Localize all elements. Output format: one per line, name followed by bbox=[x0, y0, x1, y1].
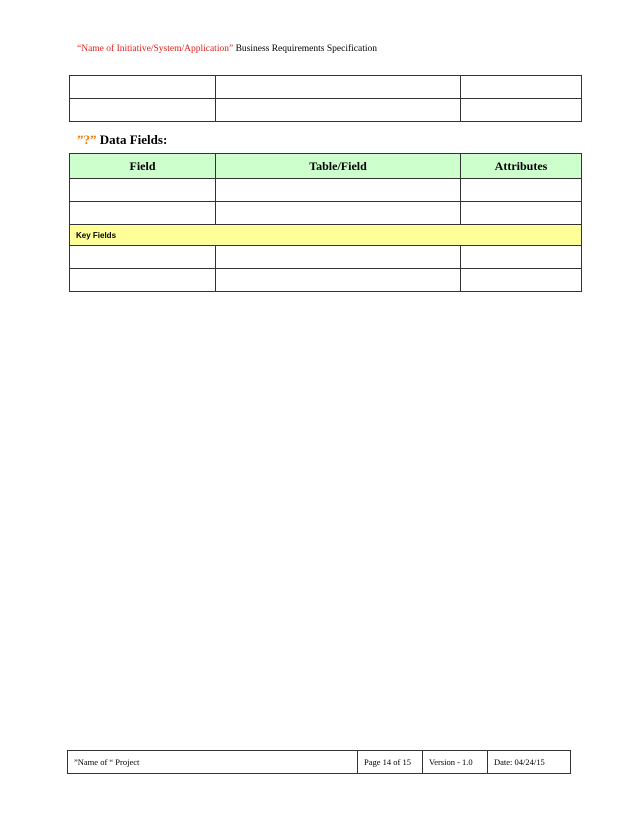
table-cell bbox=[70, 269, 216, 292]
footer-row bbox=[68, 751, 571, 774]
footer-project: ”Name of “ Project bbox=[68, 751, 358, 774]
header-doc-title: Business Requirements Specification bbox=[233, 44, 377, 54]
key-fields-label: Key Fields bbox=[70, 225, 582, 246]
table-cell bbox=[461, 99, 582, 122]
table-row bbox=[70, 76, 582, 99]
table-row bbox=[70, 99, 582, 122]
table-cell bbox=[216, 202, 461, 225]
table-cell bbox=[461, 246, 582, 269]
table-row bbox=[70, 246, 582, 269]
header-name-placeholder: “Name of Initiative/System/Application” bbox=[77, 44, 234, 54]
table-cell bbox=[70, 76, 216, 99]
key-fields-row bbox=[70, 225, 582, 246]
column-header-attributes: Attributes bbox=[461, 154, 582, 179]
column-header-table-field: Table/Field bbox=[216, 154, 461, 179]
table-cell bbox=[461, 179, 582, 202]
table-cell bbox=[461, 269, 582, 292]
table-row bbox=[70, 179, 582, 202]
table-cell bbox=[216, 269, 461, 292]
table-cell bbox=[70, 202, 216, 225]
section-title-text: Data Fields: bbox=[96, 132, 168, 147]
page-footer bbox=[67, 750, 571, 774]
table-cell bbox=[461, 76, 582, 99]
table-row bbox=[70, 202, 582, 225]
data-fields-table bbox=[69, 153, 582, 292]
table-cell bbox=[70, 246, 216, 269]
table-cell bbox=[216, 179, 461, 202]
continued-table bbox=[69, 75, 582, 122]
table-header-row bbox=[70, 154, 582, 179]
table-cell bbox=[216, 99, 461, 122]
section-marker: ”?” bbox=[77, 132, 97, 147]
table-cell bbox=[70, 99, 216, 122]
table-cell bbox=[216, 76, 461, 99]
table-cell bbox=[461, 202, 582, 225]
footer-version: Version - 1.0 bbox=[423, 751, 488, 774]
footer-date: Date: 04/24/15 bbox=[488, 751, 571, 774]
table-cell bbox=[216, 246, 461, 269]
page-header bbox=[77, 44, 377, 54]
column-header-field: Field bbox=[70, 154, 216, 179]
section-title bbox=[77, 132, 167, 148]
table-row bbox=[70, 269, 582, 292]
table-cell bbox=[70, 179, 216, 202]
footer-page-number: Page 14 of 15 bbox=[358, 751, 423, 774]
